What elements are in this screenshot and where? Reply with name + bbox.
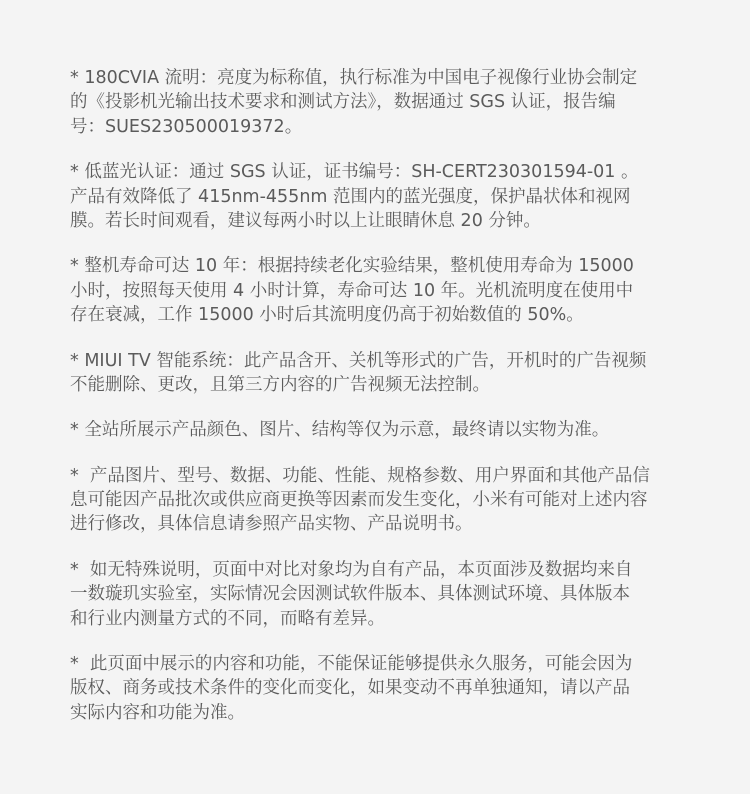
note-comparison-data [70, 558, 685, 631]
note-line: * 如无特殊说明，页面中对比对象均为自有产品，本页面涉及数据均来自 [70, 559, 633, 580]
note-images-illustrative [70, 418, 685, 442]
note-line: * 整机寿命可达 10 年：根据持续老化实验结果，整机使用寿命为 15000 [70, 256, 634, 277]
note-lumen-standard [70, 66, 685, 139]
note-line: 小时，按照每天使用 4 小时计算，寿命可达 10 年。光机流明度在使用中 [70, 280, 634, 301]
note-low-blue-light [70, 160, 685, 233]
note-line: 息可能因产品批次或供应商更换等因素而发生变化，小米有可能对上述内容 [70, 490, 648, 511]
note-line: 产品有效降低了 415nm-455nm 范围内的蓝光强度，保护晶状体和视网 [70, 186, 631, 207]
note-line: 版权、商务或技术条件的变化而变化，如果变动不再单独通知，请以产品 [70, 678, 630, 699]
note-line: * 产品图片、型号、数据、功能、性能、规格参数、用户界面和其他产品信 [70, 465, 650, 486]
note-line: 和行业内测量方式的不同，而略有差异。 [70, 608, 385, 629]
note-service-continuity [70, 652, 685, 725]
note-smart-system-ads [70, 349, 685, 398]
note-line: 膜。若长时间观看，建议每两小时以上让眼睛休息 20 分钟。 [70, 210, 541, 231]
note-line: 进行修改，具体信息请参照产品实物、产品说明书。 [70, 514, 473, 535]
note-line: * 全站所展示产品颜色、图片、结构等仅为示意，最终请以实物为准。 [70, 420, 610, 441]
note-line: 不能删除、更改，且第三方内容的广告视频无法控制。 [70, 374, 490, 395]
note-line: 实际内容和功能为准。 [70, 702, 245, 723]
note-line: 一数璇玑实验室，实际情况会因测试软件版本、具体测试环境、具体版本 [70, 584, 630, 605]
note-line: 的《投影机光输出技术要求和测试方法》，数据通过 SGS 认证，报告编 [70, 92, 616, 113]
note-product-changes [70, 464, 685, 537]
note-line: * MIUI TV 智能系统：此产品含开、关机等形式的广告，开机时的广告视频 [70, 350, 647, 371]
note-line: * 180CVIA 流明：亮度为标称值，执行标准为中国电子视像行业协会制定 [70, 68, 638, 88]
note-lifespan [70, 254, 685, 327]
note-line: * 低蓝光认证：通过 SGS 认证，证书编号：SH-CERT230301594-01 。 [70, 162, 639, 183]
note-line: * 此页面中展示的内容和功能，不能保证能够提供永久服务，可能会因为 [70, 654, 633, 675]
disclaimer-notes [70, 66, 685, 746]
note-line: 存在衰减，工作 15000 小时后其流明度仍高于初始数值的 50%。 [70, 305, 584, 326]
note-line: 号：SUES230500019372。 [70, 116, 303, 137]
